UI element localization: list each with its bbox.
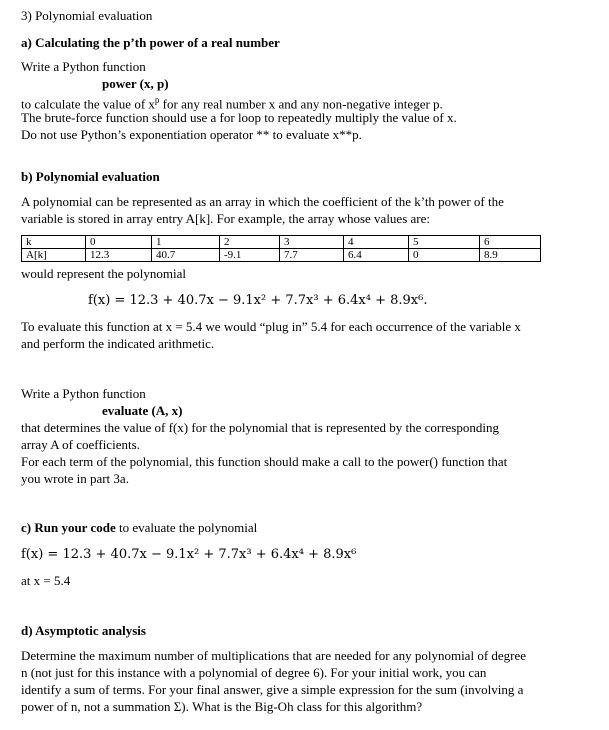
part-b-line-4: To evaluate this function at x = 5.4 we would “plug in” 5.4 for each occurrence of the variable x	[21, 319, 521, 334]
section-heading: 3) Polynomial evaluation	[21, 8, 153, 23]
part-c-title-rest: to evaluate the polynomial	[115, 520, 258, 535]
part-d-line-3: identify a sum of terms. For your final answer, give a simple expression for the sum (involving a	[21, 682, 524, 697]
part-d-line-4: power of n, not a summation Σ). What is the Big-Oh class for this algorithm?	[21, 699, 423, 714]
part-b-line-3: would represent the polynomial	[21, 266, 186, 281]
part-b-line-2: variable is stored in array entry A[k]. For example, the array whose values are:	[21, 211, 430, 226]
table-cell: 7.7	[280, 249, 344, 262]
part-b-line-9: For each term of the polynomial, this function should make a call to the power() function that	[21, 454, 508, 469]
table-cell: 5	[409, 236, 480, 249]
part-b-line-5: and perform the indicated arithmetic.	[21, 336, 215, 351]
table-row-k	[22, 236, 541, 249]
table-cell: 0	[86, 236, 152, 249]
part-d-line-2: n (not just for this instance with a polynomial of degree 6). For your initial work, you can	[21, 665, 487, 680]
exponent-p: p	[154, 95, 160, 105]
table-cell: 3	[280, 236, 344, 249]
part-c-formula: f(x) = 12.3 + 40.7x − 9.1x² + 7.7x³ + 6.4x⁴ + 8.9x⁶	[21, 547, 357, 562]
table-cell: A[k]	[22, 249, 86, 262]
table-cell: 0	[409, 249, 480, 262]
table-row-a	[22, 249, 541, 262]
part-b-line-1: A polynomial can be represented as an array in which the coefficient of the k’th power of the	[21, 194, 504, 209]
part-a-line-3: The brute-force function should use a for loop to repeatedly multiply the value of x.	[21, 110, 457, 125]
part-a-line-2-pre: to calculate the value of x	[21, 96, 155, 112]
part-c-at: at x = 5.4	[21, 573, 71, 588]
evaluate-function-signature: evaluate (A, x)	[102, 403, 183, 418]
part-b-line-6: Write a Python function	[21, 386, 146, 401]
part-a-line-2-post: for any real number x and any non-negative integer p.	[159, 96, 443, 112]
part-b-line-10: you wrote in part 3a.	[21, 471, 129, 486]
table-cell: 4	[344, 236, 409, 249]
table-cell: 6.4	[344, 249, 409, 262]
part-a-title: a) Calculating the p’th power of a real number	[21, 35, 280, 50]
part-d-title: d) Asymptotic analysis	[21, 623, 146, 638]
table-cell: k	[22, 236, 86, 249]
table-cell: 8.9	[480, 249, 541, 262]
table-cell: 12.3	[86, 249, 152, 262]
part-a-line-2	[21, 93, 443, 111]
power-function-signature: power (x, p)	[102, 76, 169, 91]
table-cell: -9.1	[220, 249, 280, 262]
table-cell: 40.7	[152, 249, 220, 262]
coefficient-array-table	[21, 235, 541, 262]
part-c-title	[21, 520, 257, 535]
part-a-line-1: Write a Python function	[21, 59, 146, 74]
part-a-line-4: Do not use Python’s exponentiation operator ** to evaluate x**p.	[21, 127, 362, 142]
part-c-title-bold: c) Run your code	[21, 520, 116, 535]
part-b-line-7: that determines the value of f(x) for the polynomial that is represented by the corresponding	[21, 420, 499, 435]
part-b-line-8: array A of coefficients.	[21, 437, 140, 452]
polynomial-formula: f(x) = 12.3 + 40.7x − 9.1x² + 7.7x³ + 6.4x⁴ + 8.9x⁶.	[88, 293, 428, 308]
table-cell: 2	[220, 236, 280, 249]
part-b-title: b) Polynomial evaluation	[21, 169, 160, 184]
part-d-line-1: Determine the maximum number of multiplications that are needed for any polynomial of degree	[21, 648, 527, 663]
table-cell: 1	[152, 236, 220, 249]
table-cell: 6	[480, 236, 541, 249]
